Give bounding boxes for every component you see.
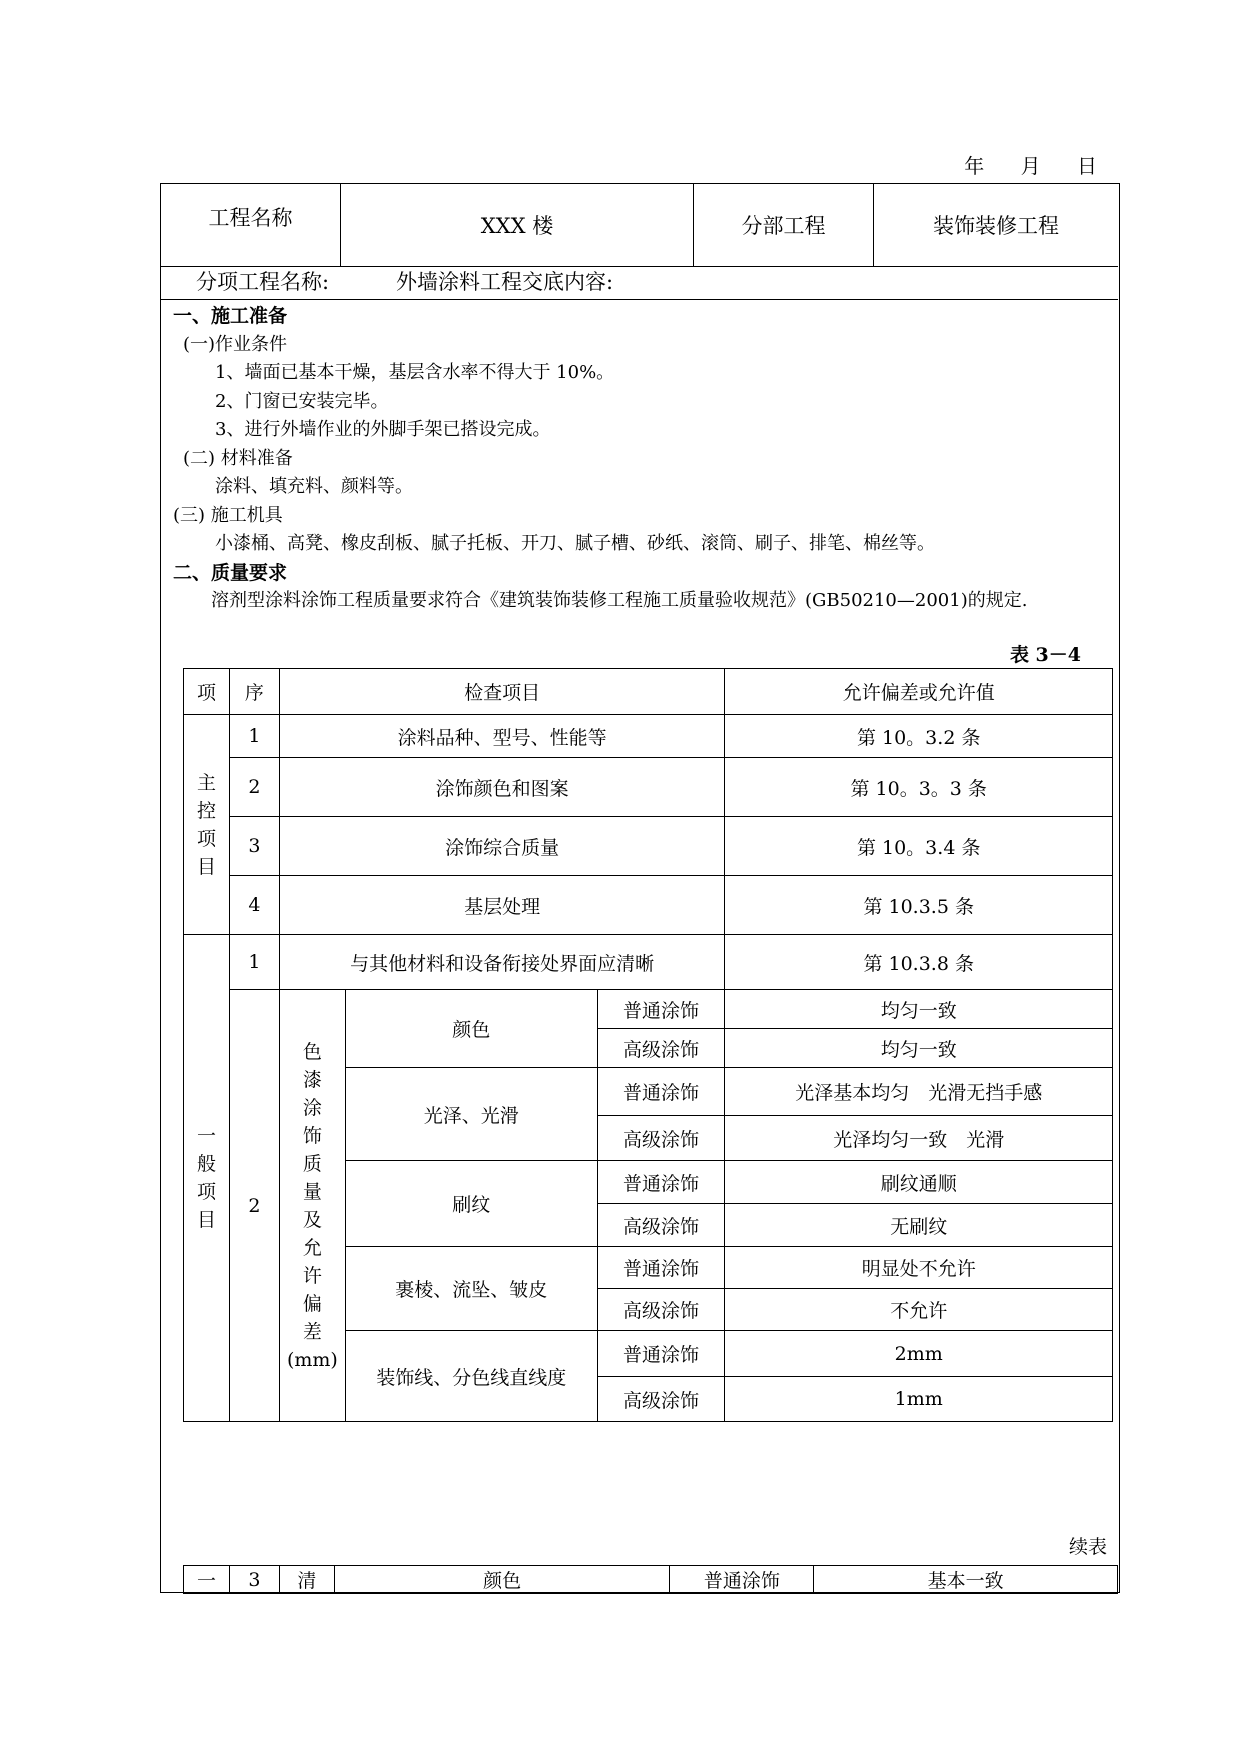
check-item-cell: 裹棱、流坠、皱皮 xyxy=(345,1247,597,1331)
date-month: 月 xyxy=(1020,154,1045,178)
grade-cell: 高级涂饰 xyxy=(597,1116,725,1161)
list-item: 1、墙面已基本干燥，基层含水率不得大于 10%。 xyxy=(215,362,615,383)
subitem-value: 外墙涂料工程交底内容: xyxy=(396,270,614,294)
grade-cell: 普通涂饰 xyxy=(597,990,725,1029)
subsection-heading: (二) 材料准备 xyxy=(183,447,293,469)
value-cell: 光泽均匀一致 光滑 xyxy=(725,1116,1113,1161)
subsection-heading: (一)作业条件 xyxy=(183,333,288,355)
main-group-text: 主 控 项 目 xyxy=(196,771,216,878)
grade-cell: 普通涂饰 xyxy=(597,1331,725,1377)
cont-cell: 颜色 xyxy=(334,1566,670,1594)
continued-table xyxy=(183,1565,1118,1594)
seq-cell: 3 xyxy=(229,817,279,876)
check-item-cell: 涂饰颜色和图案 xyxy=(279,758,725,817)
subgroup-label xyxy=(279,990,345,1422)
check-item-cell: 涂料品种、型号、性能等 xyxy=(279,715,725,758)
section-heading: 二、质量要求 xyxy=(173,561,288,584)
section-heading: 一、施工准备 xyxy=(173,305,288,327)
value-cell: 刷纹通顺 xyxy=(725,1161,1113,1204)
general-group-text: 一 般 项 目 xyxy=(196,1125,216,1231)
grade-cell: 普通涂饰 xyxy=(597,1161,725,1204)
continued-label: 续表 xyxy=(1068,1536,1107,1558)
col-item-header: 项 xyxy=(184,669,230,715)
main-group-label xyxy=(184,715,230,935)
check-item-cell: 刷纹 xyxy=(345,1161,597,1247)
table-row xyxy=(184,935,1113,990)
grade-cell: 普通涂饰 xyxy=(597,1247,725,1289)
seq-cell: 4 xyxy=(229,876,279,935)
value-cell: 无刷纹 xyxy=(725,1204,1113,1247)
cont-cell: 3 xyxy=(229,1566,279,1594)
subgroup-unit: (mm) xyxy=(286,1348,338,1371)
table-row xyxy=(184,715,1113,758)
col-seq-header: 序 xyxy=(229,669,279,715)
subsection-heading: (三) 施工机具 xyxy=(173,504,283,526)
value-cell: 第 10.3.8 条 xyxy=(725,935,1113,990)
division-label: 分部工程 xyxy=(694,184,874,266)
general-group-label xyxy=(184,935,230,1422)
table-row xyxy=(184,876,1113,935)
value-cell: 第 10.3.5 条 xyxy=(725,876,1113,935)
cont-cell: 一 xyxy=(184,1566,230,1594)
date-day: 日 xyxy=(1077,154,1101,178)
grade-cell: 高级涂饰 xyxy=(597,1377,725,1422)
tools-text: 小漆桶、高凳、橡皮刮板、腻子托板、开刀、腻子槽、砂纸、滚筒、刷子、排笔、棉丝等。 xyxy=(215,533,935,554)
seq-cell: 1 xyxy=(229,935,279,990)
table-number: 表 3－4 xyxy=(1009,644,1081,666)
cont-cell: 清 xyxy=(279,1566,334,1594)
value-cell: 均匀一致 xyxy=(725,990,1113,1029)
materials-text: 涂料、填充料、颜料等。 xyxy=(215,476,413,497)
list-item: 2、门窗已安装完毕。 xyxy=(215,390,389,412)
value-cell: 光泽基本均匀 光滑无挡手感 xyxy=(725,1068,1113,1116)
seq-cell: 1 xyxy=(229,715,279,758)
date-year: 年 xyxy=(964,154,989,178)
grade-cell: 高级涂饰 xyxy=(597,1289,725,1331)
value-cell: 1mm xyxy=(725,1377,1113,1422)
subitem-row xyxy=(161,266,1118,300)
subgroup-text: 色 漆 涂 饰 质 量 及 允 许 偏 差 xyxy=(302,1040,322,1343)
value-cell: 明显处不允许 xyxy=(725,1247,1113,1289)
check-item-cell: 基层处理 xyxy=(279,876,725,935)
value-cell: 2mm xyxy=(725,1331,1113,1377)
table-row xyxy=(184,758,1113,817)
value-cell: 不允许 xyxy=(725,1289,1113,1331)
check-item-cell: 涂饰综合质量 xyxy=(279,817,725,876)
form-header xyxy=(161,184,1118,267)
grade-cell: 高级涂饰 xyxy=(597,1204,725,1247)
cont-cell: 普通涂饰 xyxy=(670,1566,814,1594)
date-line xyxy=(942,150,1101,179)
table-row xyxy=(184,990,1113,1029)
value-cell: 第 10。3.2 条 xyxy=(725,715,1113,758)
col-value-header: 允许偏差或允许值 xyxy=(725,669,1113,715)
project-name-value: XXX 楼 xyxy=(341,184,694,266)
table-row xyxy=(184,1566,1118,1594)
seq-cell: 2 xyxy=(229,758,279,817)
check-item-cell: 颜色 xyxy=(345,990,597,1068)
handover-content xyxy=(173,302,1103,616)
quality-text: 溶剂型涂料涂饰工程质量要求符合《建筑装饰装修工程施工质量验收规范》(GB50210—2001)的规定. xyxy=(211,590,1028,611)
value-cell: 均匀一致 xyxy=(725,1029,1113,1068)
list-item: 3、进行外墙作业的外脚手架已搭设完成。 xyxy=(215,419,551,440)
check-item-cell: 光泽、光滑 xyxy=(345,1068,597,1161)
division-value: 装饰装修工程 xyxy=(933,214,1059,238)
check-item-cell: 与其他材料和设备衔接处界面应清晰 xyxy=(279,935,725,990)
value-cell: 第 10。3。3 条 xyxy=(725,758,1113,817)
value-cell: 第 10。3.4 条 xyxy=(725,817,1113,876)
project-name-label: 工程名称 xyxy=(161,184,341,266)
seq-cell: 2 xyxy=(229,990,279,1422)
grade-cell: 高级涂饰 xyxy=(597,1029,725,1068)
quality-table xyxy=(183,668,1113,1422)
check-item-cell: 装饰线、分色线直线度 xyxy=(345,1331,597,1422)
subitem-label: 分项工程名称: xyxy=(196,270,330,294)
cont-cell: 基本一致 xyxy=(814,1566,1118,1594)
grade-cell: 普通涂饰 xyxy=(597,1068,725,1116)
table-header-row xyxy=(184,669,1113,715)
handover-form xyxy=(160,183,1120,1593)
table-row xyxy=(184,817,1113,876)
col-check-header: 检查项目 xyxy=(279,669,725,715)
